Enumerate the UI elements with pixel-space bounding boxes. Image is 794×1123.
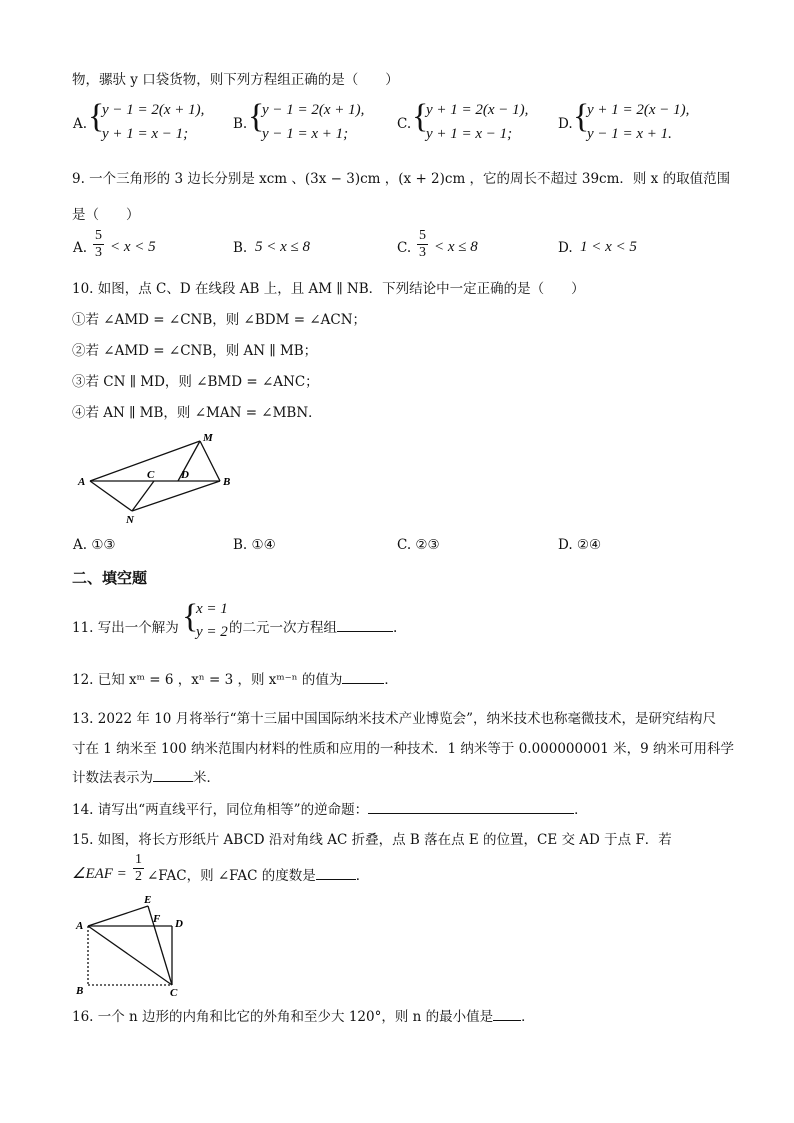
segment-an xyxy=(90,481,132,511)
q11-line1: x = 1 xyxy=(196,601,228,617)
segment-nb xyxy=(132,481,220,511)
q9-option-c-label: C. xyxy=(397,240,412,256)
segment-mb xyxy=(200,441,220,481)
q8-option-d-line2: y − 1 = x + 1. xyxy=(587,126,672,142)
q9-option-d-label: D. xyxy=(558,240,573,256)
label-n: N xyxy=(126,514,134,526)
label-e: E xyxy=(144,894,152,906)
q8-option-d-label: D. xyxy=(558,116,573,132)
q8-option-a-label: A. xyxy=(73,116,88,132)
label-b: B xyxy=(223,476,231,488)
answer-blank[interactable] xyxy=(342,683,384,684)
label-m: M xyxy=(203,432,213,444)
brace-icon: { xyxy=(573,98,590,135)
q10-option-c: C. ②③ xyxy=(397,537,440,553)
label-b: B xyxy=(76,985,84,997)
q9-option-a-label: A. xyxy=(73,240,88,256)
q8-option-d-line1: y + 1 = 2(x − 1), xyxy=(587,102,690,118)
q15-figure xyxy=(70,893,200,998)
q10-item-2: ②若 ∠AMD = ∠CNB，则 AN ∥ MB； xyxy=(72,343,318,359)
q9-option-b-text: 5 < x ≤ 8 xyxy=(255,239,311,255)
q9-stem-2: 是（ ） xyxy=(72,207,140,223)
segment-nc xyxy=(132,481,154,511)
q10-item-3: ③若 CN ∥ MD，则 ∠BMD = ∠ANC； xyxy=(72,374,319,390)
label-f: F xyxy=(153,913,161,925)
q15-rhs: ∠FAC，则 ∠FAC 的度数是 ． xyxy=(147,868,370,884)
section-title: 二、填空题 xyxy=(72,569,148,587)
q15-fraction: $\frac{1}{2}$ xyxy=(135,852,142,884)
q8-option-c-label: C. xyxy=(397,116,412,132)
q8-option-a-line1: y − 1 = 2(x + 1), xyxy=(102,102,205,118)
segment-ac xyxy=(88,926,172,985)
answer-blank[interactable] xyxy=(153,781,193,782)
q15-lhs: ∠EAF = xyxy=(72,866,127,882)
brace-icon: { xyxy=(412,98,429,135)
answer-blank[interactable] xyxy=(337,631,393,632)
label-d: D xyxy=(175,918,183,930)
q9-stem: 9. 一个三角形的 3 边长分别是 xcm 、(3x − 3)cm ，(x + 2)cm ，它的周长不超过 39cm．则 x 的取值范围 xyxy=(72,171,731,187)
answer-blank[interactable] xyxy=(368,813,574,814)
brace-icon: { xyxy=(182,598,199,635)
q13-line3: 计数法表示为 米． xyxy=(72,770,220,786)
q8-option-c-line1: y + 1 = 2(x − 1), xyxy=(426,102,529,118)
q10-option-a: A. ①③ xyxy=(73,537,116,553)
q12: 12. 已知 xᵐ = 6 ，xⁿ = 3 ，则 xᵐ⁻ⁿ 的值为 ． xyxy=(72,672,398,688)
q9-option-c-rest: < x ≤ 8 xyxy=(434,239,478,255)
q11-suffix: 的二元一次方程组 . xyxy=(229,620,398,636)
q9-option-d-text: 1 < x < 5 xyxy=(580,239,637,255)
q8-option-b-label: B. xyxy=(233,116,248,132)
q8-option-a-line2: y + 1 = x − 1; xyxy=(102,126,189,142)
q10-item-4: ④若 AN ∥ MB，则 ∠MAN = ∠MBN． xyxy=(72,405,322,421)
label-a: A xyxy=(76,920,84,932)
label-d: D xyxy=(181,469,189,481)
q10-option-d: D. ②④ xyxy=(558,537,602,553)
q9-option-c-fraction: $\frac{5}{3}$ xyxy=(419,228,426,260)
q10-option-b: B. ①④ xyxy=(233,537,276,553)
q14: 14. 请写出“两直线平行，同位角相等”的逆命题： ． xyxy=(72,802,588,818)
brace-icon: { xyxy=(88,98,105,135)
q8-stem-tail: 物，骡驮 y 口袋货物，则下列方程组正确的是（ ） xyxy=(72,72,399,88)
q15-line1: 15. 如图，将长方形纸片 ABCD 沿对角线 AC 折叠，点 B 落在点 E 的位置，CE 交 AD 于点 F．若 xyxy=(72,832,672,848)
label-a: A xyxy=(78,476,86,488)
q8-option-b-line2: y − 1 = x + 1; xyxy=(262,126,349,142)
label-c: C xyxy=(170,987,178,998)
q11-line2: y = 2 xyxy=(196,624,228,640)
segment-ae xyxy=(88,906,148,926)
q9-option-a-fraction: $\frac{5}{3}$ xyxy=(95,228,102,260)
q9-option-a-rest: < x < 5 xyxy=(110,239,156,255)
brace-icon: { xyxy=(248,98,265,135)
q10-stem: 10. 如图，点 C、D 在线段 AB 上，且 AM ∥ NB．下列结论中一定正确的是（ ） xyxy=(72,281,585,297)
q16: 16. 一个 n 边形的内角和比它的外角和至少大 120°，则 n 的最小值是 ． xyxy=(72,1009,535,1025)
q13-line1: 13. 2022 年 10 月将举行“第十三届中国国际纳米技术产业博览会”，纳米技术也称毫微技术，是研究结构尺 xyxy=(72,711,716,727)
q10-item-1: ①若 ∠AMD = ∠CNB，则 ∠BDM = ∠ACN； xyxy=(72,312,367,328)
answer-blank[interactable] xyxy=(316,879,356,880)
q13-line2: 寸在 1 纳米至 100 纳米范围内材料的性质和应用的一种技术．1 纳米等于 0.000000001 米，9 纳米可用科学 xyxy=(72,741,735,757)
q9-option-b-label: B. xyxy=(233,240,248,256)
q10-figure xyxy=(70,428,250,528)
q8-option-b-line1: y − 1 = 2(x + 1), xyxy=(262,102,365,118)
q11-prefix: 11. 写出一个解为 xyxy=(72,620,179,636)
label-c: C xyxy=(147,469,155,481)
q8-option-c-line2: y + 1 = x − 1; xyxy=(426,126,513,142)
answer-blank[interactable] xyxy=(493,1020,521,1021)
